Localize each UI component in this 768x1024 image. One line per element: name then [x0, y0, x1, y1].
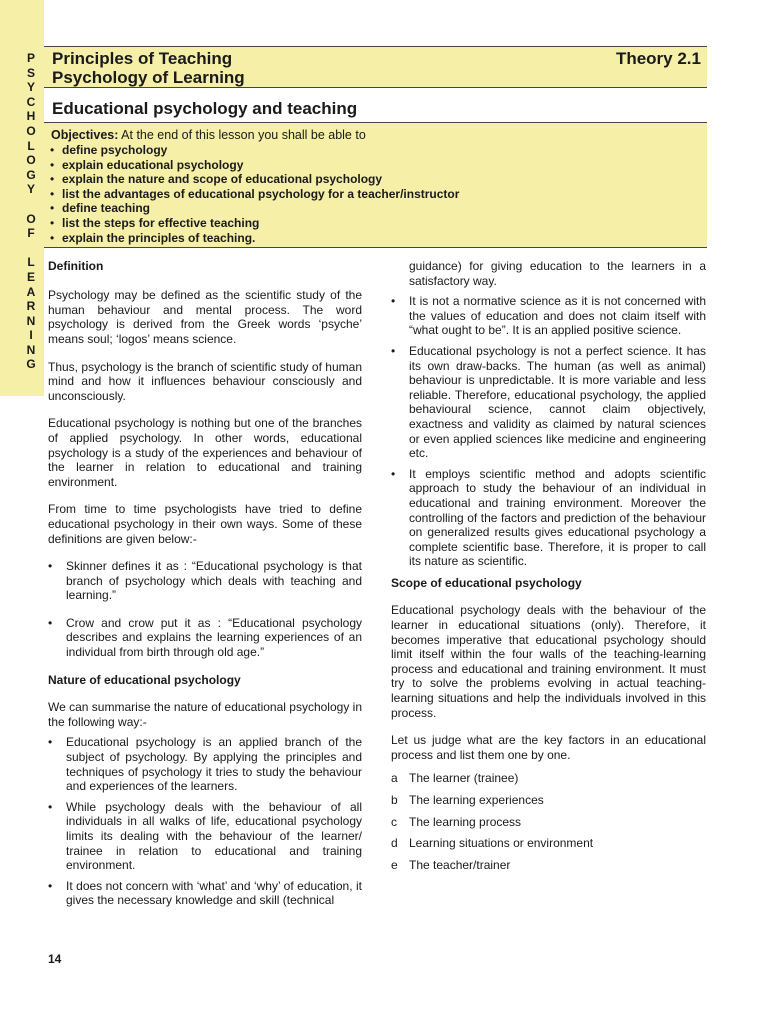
header-band [44, 46, 707, 88]
side-letter: C [26, 94, 36, 109]
side-letter: P [26, 51, 35, 65]
side-letter [22, 241, 40, 256]
factor-item [391, 815, 706, 830]
objective-item: • explain the nature and scope of educational psychology [50, 172, 459, 187]
side-letter: G [26, 357, 36, 372]
left-column [48, 259, 362, 908]
nature-bullet: • It does not concern with ‘what’ and ‘why’ of education, it gives the necessary knowledge and skill (technical [48, 878, 362, 908]
factor-letter: b [391, 793, 398, 807]
factor-letter: d [391, 836, 398, 851]
side-letter: G [26, 167, 36, 182]
definition-paragraph-2: Thus, psychology is the branch of scientific study of human mind and how it influences behaviour consciously and unconsciously. [48, 359, 362, 403]
side-letter: Y [26, 182, 35, 197]
right-column [391, 259, 706, 872]
side-letter: N [26, 313, 36, 328]
factor-item [391, 771, 706, 786]
definition-bullet: • Crow and crow put it as : “Educational psychology describes and explains the learning experiences of an individual from birth through old age.” [48, 615, 362, 660]
definition-paragraph-4: From time to time psychologists have tried to define educational psychology in their own ways. Some of these definitions are given below:- [48, 502, 362, 546]
section-title: Educational psychology and teaching [52, 99, 358, 118]
factor-letter: c [391, 814, 397, 829]
nature-bullet-text: Educational psychology is an applied branch of the subject of psychology. By applying the principles and techniques of psychology it tries to study the behaviour and experiences of the learners. [66, 735, 362, 794]
nature-bullet-text: It employs scientific method and adopts scientific approach to study the behaviour of an individual in educational and training environment. Moreover the controlling of the factors and prediction of the behaviour on generalized results gives educational psychology a complete scientific base. Therefore, it is proper to call its nature as scientific. [409, 466, 706, 569]
scope-paragraph-1: Educational psychology deals with the behaviour of the learner in educational situations (only). Therefore, it becomes imperative that educational psychology should limit itself within the four walls of the teaching-learning process and educational and training environment. It must try to solve the problems evolving in actual teaching-learning situations and help the individuals involved in this process. [391, 603, 706, 720]
objective-item: • define teaching [50, 201, 459, 216]
nature-intro: We can summarise the nature of educational psychology in the following way:- [48, 700, 362, 729]
definition-bullet-text: Skinner defines it as : “Educational psychology is that branch of psychology which deals with teaching and learning.” [66, 559, 362, 603]
nature-bullet: • Educational psychology is not a perfect science. It has its own draw-backs. The human (as well as animal) behaviour is unpredictable. It is more variable and less reliable. Therefore, educational psychology, the applied behavioural science, cannot claim objectively, exactness and validity as claimed by natural sciences or even applied sciences like medicine and engineering etc. [391, 343, 706, 461]
objectives-label: Objectives: [51, 128, 119, 142]
objective-item: • explain the principles of teaching. [50, 231, 459, 246]
definition-bullet-text: Crow and crow put it as : “Educational psychology describes and explains the learning experiences of an individual from birth through old age.” [66, 615, 362, 660]
header-title-line2: Psychology of Learning [52, 68, 245, 87]
side-letter [22, 197, 40, 212]
definition-paragraph-1: Psychology may be defined as the scientific study of the human behaviour and mental process. The word psychology is derived from the Greek words ‘psyche’ means soul; ‘logos’ means science. [48, 288, 362, 346]
side-letter: O [26, 211, 36, 226]
factor-text: Learning situations or environment [409, 836, 594, 851]
factor-text: The teacher/trainer [409, 857, 511, 872]
side-letter: L [27, 255, 35, 270]
nature-bullet-text: It does not concern with ‘what’ and ‘why’ of education, it gives the necessary knowledge and skill (technical [66, 878, 362, 908]
nature-bullet: • It employs scientific method and adopts scientific approach to study the behaviour of an individual in educational and training environment. Moreover the controlling of the factors and prediction of the behaviour on generalized results gives educational psychology a complete scientific base. Therefore, it is proper to call its nature as scientific. [391, 466, 706, 569]
definition-heading: Definition [48, 259, 104, 273]
factor-letter: e [391, 857, 398, 872]
side-letter: F [27, 226, 35, 241]
side-tab-letters [22, 51, 40, 372]
side-letter: N [26, 342, 36, 357]
header-title-line1: Principles of Teaching [52, 49, 233, 68]
scope-heading: Scope of educational psychology [391, 575, 582, 590]
factor-text: The learning process [409, 814, 522, 829]
nature-bullet: • Educational psychology is an applied branch of the subject of psychology. By applying the principles and techniques of psychology it tries to study the behaviour and experiences of the learners. [48, 735, 362, 794]
side-letter: H [26, 109, 36, 124]
side-letter: L [27, 138, 35, 153]
side-tab [0, 0, 44, 396]
nature-bullet: • While psychology deals with the behaviour of all individuals in all walks of life, educational psychology limits its dealing with the behaviour of the learner/ trainee in relation to educational and training environment. [48, 799, 362, 873]
definition-paragraph-3: Educational psychology is nothing but one of the branches of applied psychology. In other words, educational psychology is a study of the experiences and behaviour of the learner in relation to educational and training environment. [48, 416, 362, 489]
objectives-intro-text: At the end of this lesson you shall be able to [118, 128, 366, 142]
side-letter: S [26, 65, 35, 80]
factor-item [391, 858, 706, 873]
nature-bullet-text: While psychology deals with the behaviour of all individuals in all walks of life, educational psychology limits its dealing with the behaviour of the learner/ trainee in relation to educational and training environment. [66, 799, 362, 873]
side-letter: I [29, 328, 33, 343]
nature-heading: Nature of educational psychology [48, 672, 241, 687]
factor-letter: a [391, 771, 398, 786]
objective-item: • list the advantages of educational psychology for a teacher/instructor [50, 187, 459, 202]
side-letter: O [26, 123, 36, 138]
objectives-box [44, 122, 707, 248]
factor-item [391, 836, 706, 851]
side-letter: Y [26, 80, 35, 95]
factor-item [391, 793, 706, 808]
header-theory-number: Theory 2.1 [615, 49, 701, 68]
side-letter: A [26, 284, 36, 299]
objectives-list [50, 143, 459, 245]
objective-item: • explain educational psychology [50, 158, 459, 173]
nature-bullet-text: It is not a normative science as it is not concerned with the values of education and does not claim itself with “what ought to be”. It is an applied positive science. [409, 294, 706, 338]
side-letter: R [26, 299, 36, 314]
nature-bullet-text: Educational psychology is not a perfect science. It has its own draw-backs. The human (as well as animal) behaviour is unpredictable. It is more variable and less reliable. Therefore, educational psychology, the applied behavioural science, cannot claim objectively, exactness and validity as claimed by natural sciences or even applied sciences like medicine and engineering etc. [409, 343, 706, 461]
objective-item: • define psychology [50, 143, 459, 158]
objective-item: • list the steps for effective teaching [50, 216, 459, 231]
nature-bullet: • It is not a normative science as it is not concerned with the values of education and does not claim itself with “what ought to be”. It is an applied positive science. [391, 294, 706, 338]
side-letter: E [26, 269, 35, 284]
factor-text: The learner (trainee) [409, 771, 519, 786]
continuation-text: guidance) for giving education to the learners in a satisfactory way. [409, 259, 706, 288]
side-letter: O [26, 153, 36, 168]
page-number: 14 [48, 952, 62, 966]
objectives-intro [51, 128, 366, 142]
factor-text: The learning experiences [409, 793, 544, 807]
definition-bullet: • Skinner defines it as : “Educational psychology is that branch of psychology which deals with teaching and learning.” [48, 559, 362, 603]
scope-paragraph-2: Let us judge what are the key factors in an educational process and list them one by one. [391, 733, 706, 762]
